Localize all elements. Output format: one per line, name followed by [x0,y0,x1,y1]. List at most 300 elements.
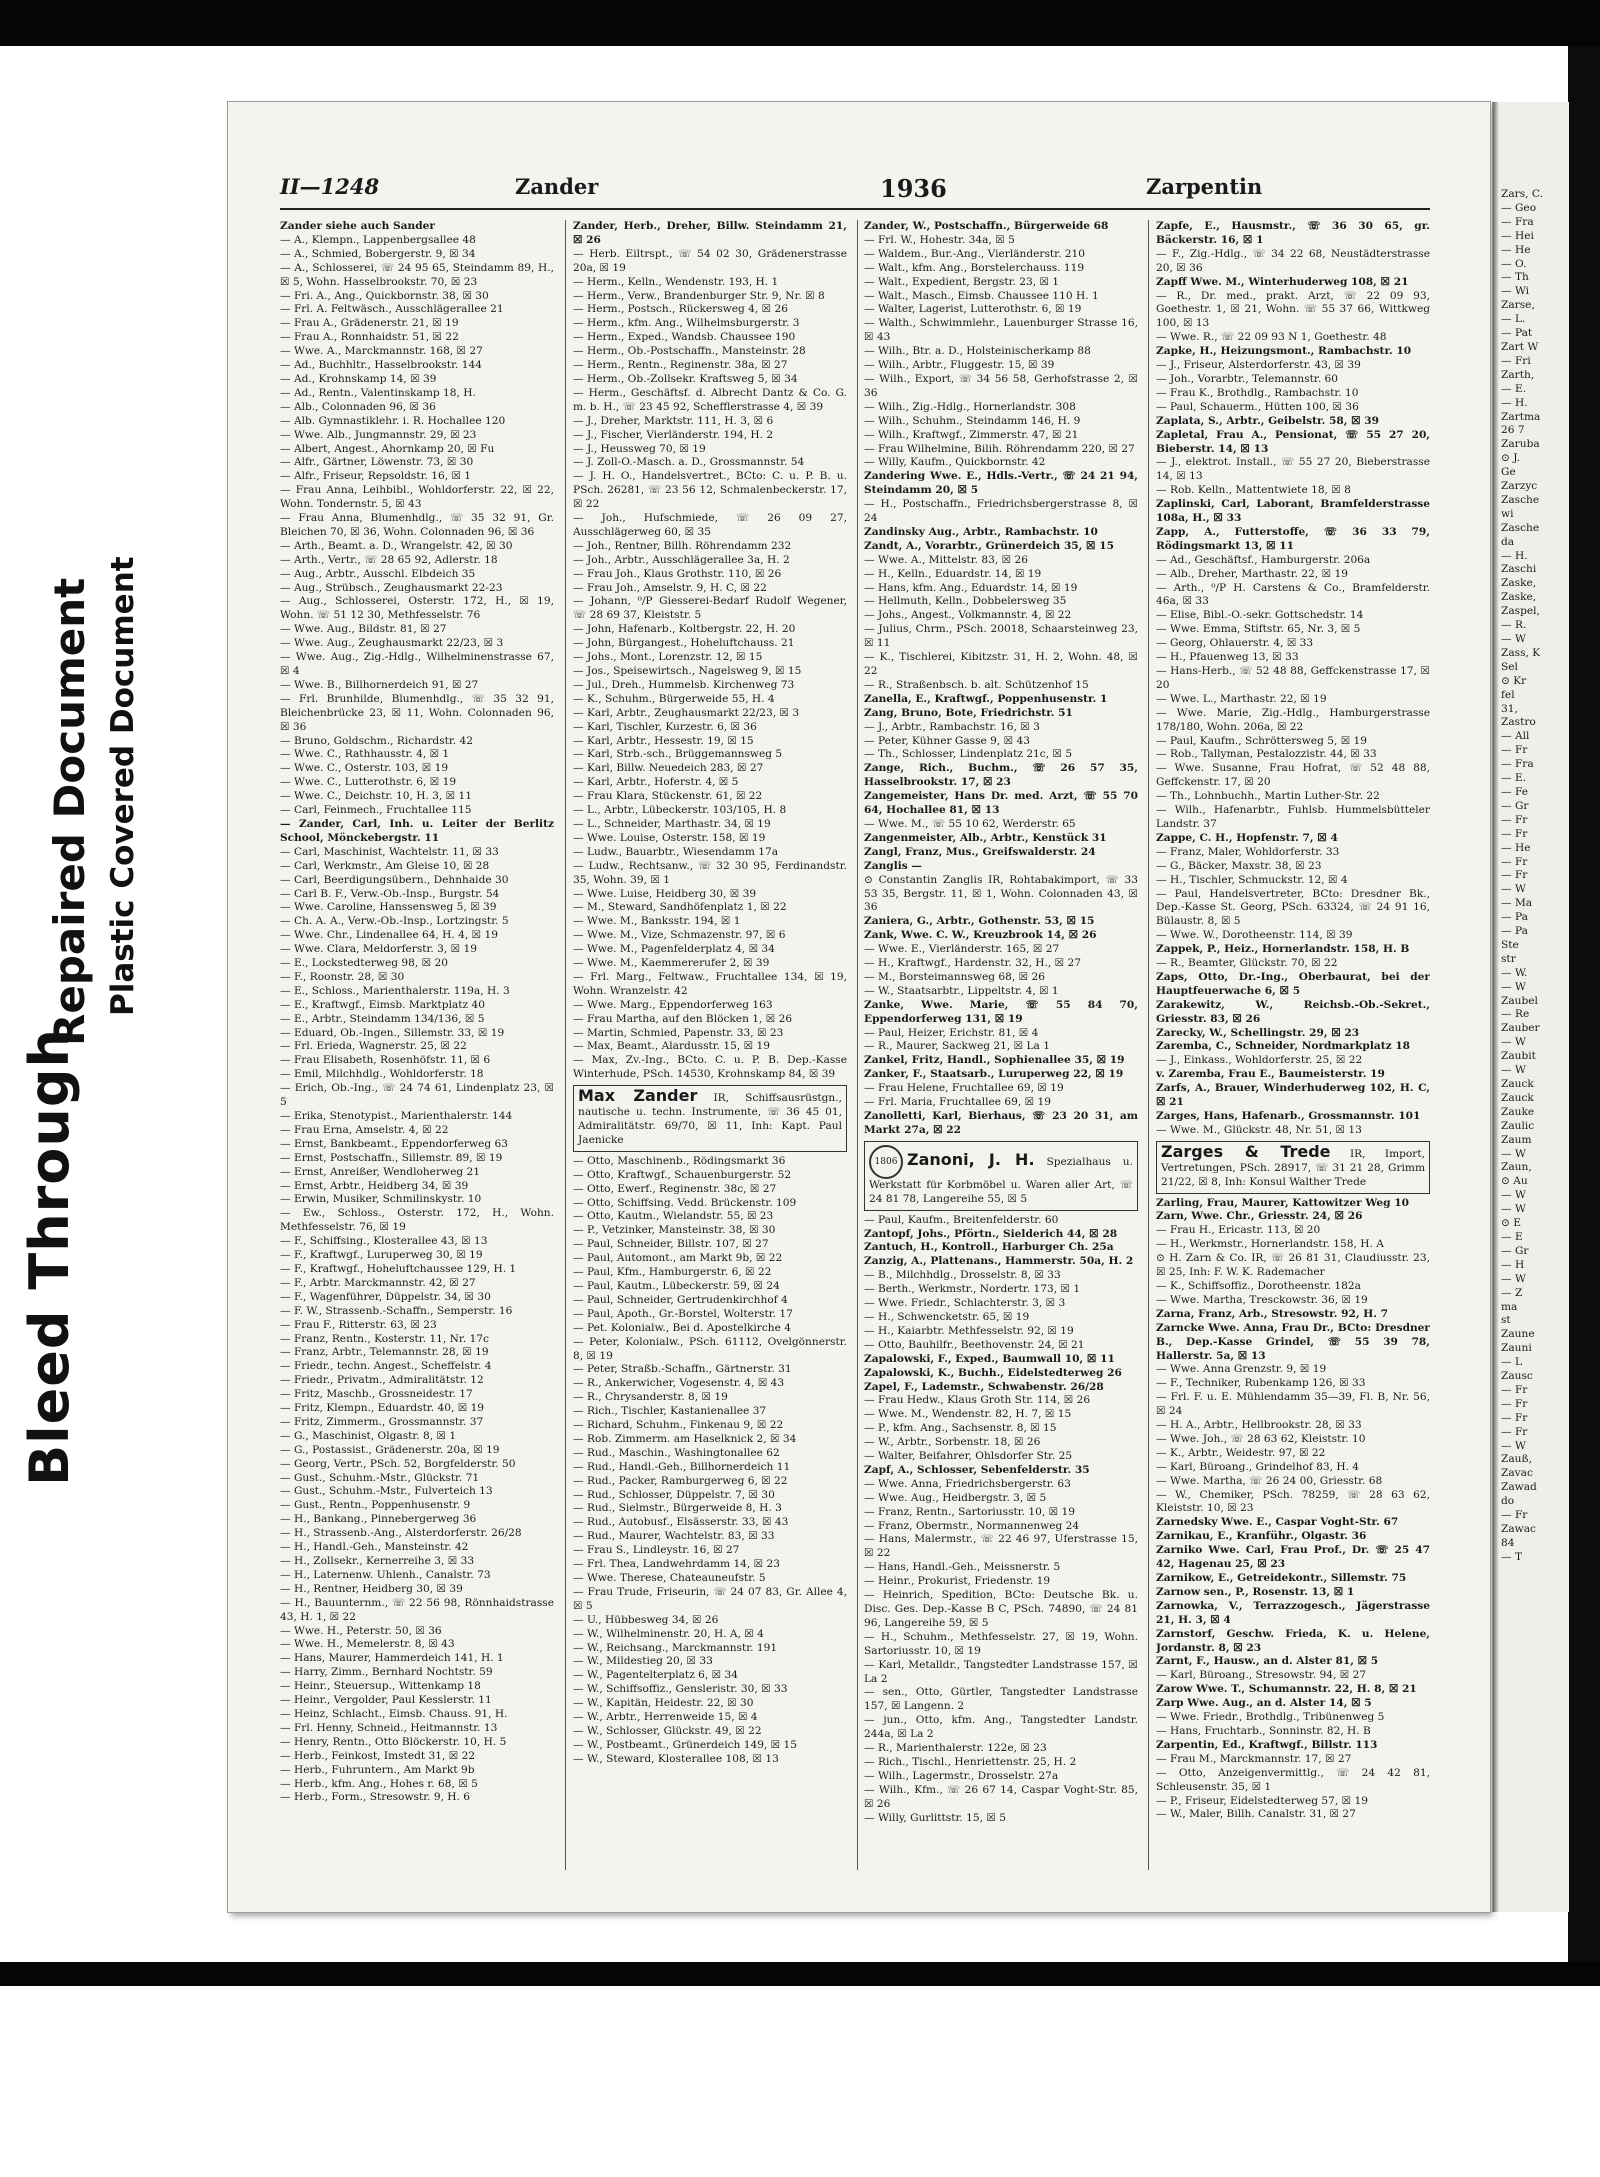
directory-entry: — W., Chemiker, PSch. 78259, ☏ 28 63 62, Kleiststr. 10, ☒ 23 [1156,1488,1430,1515]
directory-heading-entry: Zandt, A., Vorarbtr., Grünerdeich 35, ☒ 15 [864,539,1114,552]
directory-entry: — Jos., Speisewirtsch., Nagelsweg 9, ☒ 15 [573,665,802,677]
directory-entry: — Th., Schlosser, Lindenplatz 21c, ☒ 5 [864,748,1073,761]
neighbor-entry-fragment: Ge [1501,466,1516,479]
directory-entry: — Alfr., Friseur, Repsoldstr. 16, ☒ 1 [280,470,472,483]
directory-entry: — Frau Anna, Leihbibl., Wohldorferstr. 22, ☒ 22, Wohn. Tondernstr. 5, ☒ 43 [280,484,554,511]
neighbor-entry-fragment: — W [1501,1036,1526,1049]
neighbor-entry-fragment: Zaun, [1501,1161,1532,1174]
directory-entry: ⊙ H. Zarn & Co. IR, ☏ 26 81 31, Claudiusstr. 23, ☒ 25, Inh: F. W. K. Rademacher [1156,1252,1430,1279]
directory-entry: — Richard, Schuhm., Finkenau 9, ☒ 22 [573,1419,784,1432]
directory-entry: — J., Heussweg 70, ☒ 19 [573,442,706,455]
advertisement-title: Max Zander [578,1086,698,1106]
directory-entry: — H., Werkmstr., Hornerlandstr. 158, H. A [1156,1238,1384,1251]
neighbor-entry-fragment: — W [1501,633,1526,645]
directory-entry: — J., Arbtr., Rambachstr. 16, ☒ 3 [864,720,1040,733]
neighbor-entry-fragment: — Gr [1501,799,1529,812]
neighbor-entry-fragment: — Fe [1501,785,1529,798]
directory-entry: — H., Kraftwgf., Hardenstr. 32, H., ☒ 27 [864,957,1081,970]
neighbor-entry-fragment: Zastro [1501,716,1536,729]
directory-heading-entry: Zangenmeister, Alb., Arbtr., Kenstück 31 [864,831,1107,844]
directory-heading-entry: Zapalowski, F., Exped., Baumwall 10, ☒ 11 [864,1352,1115,1365]
neighbor-entry-fragment: Zars, C. [1501,188,1544,200]
directory-entry: — P., kfm. Ang., Sachsenstr. 8, ☒ 15 [864,1422,1057,1435]
directory-heading-entry: Zarnedsky Wwe. E., Caspar Voght-Str. 67 [1156,1516,1399,1529]
neighbor-entry-fragment: — Hei [1501,229,1534,242]
directory-entry: — Ad., Buchhltr., Hasselbrookstr. 144 [280,359,482,372]
directory-entry: — Wilh., Kraftwgf., Zimmerstr. 47, ☒ 21 [864,428,1079,441]
directory-heading-entry: Zapke, H., Heizungsmont., Rambachstr. 10 [1156,345,1412,358]
directory-heading-entry: Zander, Herb., Dreher, Billw. Steindamm 21, ☒ 26 [573,220,847,246]
directory-entry: — Wwe. Louise, Osterstr. 158, ☒ 19 [573,831,766,844]
directory-entry: — Wwe. Friedr., Schlachterstr. 3, ☒ 3 [864,1297,1066,1310]
directory-entry: — Wwe. C., Rathhausstr. 4, ☒ 1 [280,748,450,761]
neighbor-entry-fragment: — Fra [1501,758,1534,771]
neighbor-entry-fragment: — Fr [1501,744,1528,757]
directory-entry: — Rob. Kelln., Mattentwiete 18, ☒ 8 [1156,484,1351,497]
directory-entry: — Frl. A. Feltwäsch., Ausschlägerallee 21 [280,303,504,316]
directory-entry: — Carl, Maschinist, Wachtelstr. 11, ☒ 33 [280,845,499,858]
directory-entry: — Walt., Masch., Eimsb. Chaussee 110 H. 1 [864,289,1099,302]
directory-entry: — H., Zollsekr., Kernerreihe 3, ☒ 33 [280,1555,475,1567]
directory-heading-entry: Zandering Wwe. E., Hdls.-Vertr., ☏ 24 21 94, Steindamm 20, ☒ 5 [864,470,1138,497]
directory-entry: — R., Beamter, Glückstr. 70, ☒ 22 [1156,957,1338,970]
directory-entry: — Ad., Rentn., Valentinskamp 18, H. [280,386,476,399]
directory-entry: — Otto, Kraftwgf., Schauenburgerstr. 52 [573,1168,792,1181]
directory-entry: — A., Schlosserei, ☏ 24 95 65, Steindamm 89, H., ☒ 5, Wohn. Hasselbrookstr. 70, ☒ 23 [280,261,554,288]
directory-entry: — John, Bürgangest., Hoheluftchauss. 21 [573,637,795,650]
directory-entry: — Georg, Ohlauerstr. 4, ☒ 33 [1156,637,1314,650]
neighbor-entry-fragment: Zaspel, [1501,605,1540,618]
directory-entry: — Erich, Ob.-Ing., ☏ 24 74 61, Lindenplatz 23, ☒ 5 [280,1082,554,1109]
directory-entry: — F. W., Strassenb.-Schaffn., Semperstr. 16 [280,1304,513,1317]
directory-entry: — Otto, Ewerf., Reginenstr. 38c, ☒ 27 [573,1182,777,1195]
directory-entry: — Wwe. M., Wendenstr. 82, H. 7, ☒ 15 [864,1408,1072,1421]
neighbor-entry-fragment: — Re [1501,1008,1530,1021]
directory-entry: — H., Kaiarbtr. Methfesselstr. 92, ☒ 19 [864,1324,1074,1337]
neighbor-entry-fragment: Zauke [1501,1105,1535,1118]
directory-entry: — Frau S., Lindleystr. 16, ☒ 27 [573,1544,740,1557]
directory-entry: — Willy, Gurlittstr. 15, ☒ 5 [864,1811,1006,1824]
directory-entry: — W., Schlosser, Glückstr. 49, ☒ 22 [573,1724,762,1737]
directory-entry: — H., Kelln., Eduardstr. 14, ☒ 19 [864,567,1042,580]
neighbor-entry-fragment: Zarse, [1501,299,1535,312]
neighbor-entry-fragment: Zauck [1501,1078,1534,1090]
neighbor-entry-fragment: Zausc [1501,1370,1533,1383]
neighbor-entry-fragment: — W [1501,1203,1526,1216]
zanoni-advertisement [864,1141,1138,1211]
directory-entry: — Paul, Automont., am Markt 9b, ☒ 22 [573,1252,783,1265]
directory-entry: — Frl. Brunhilde, Blumenhdlg., ☏ 35 32 91, Bleichenbrücke 23, ☒ 11, Wohn. Colonnaden 96, ☒ 36 [280,692,554,733]
directory-entry: — A., Klempn., Lappenbergsallee 48 [280,233,476,246]
directory-heading-entry: — Zander, Carl, Inh. u. Leiter der Berlitz School, Mönckebergstr. 11 [280,817,554,844]
directory-entry: — Wwe. C., Deichstr. 10, H. 3, ☒ 11 [280,790,472,803]
directory-entry: — J., Fischer, Vierländerstr. 194, H. 2 [573,428,774,441]
directory-entry: — Johs., Mont., Lorenzstr. 12, ☒ 15 [573,651,763,664]
directory-entry: — K., Arbtr., Weidestr. 97, ☒ 22 [1156,1446,1326,1459]
neighbor-entry-fragment: Zartma [1501,410,1541,423]
directory-entry: — Herm., kfm. Ang., Wilhelmsburgerstr. 3 [573,317,800,330]
directory-entry: — Rob., Tallyman, Pestalozzistr. 44, ☒ 33 [1156,748,1377,761]
directory-entry: — F., Arbtr. Marckmannstr. 42, ☒ 27 [280,1276,476,1289]
directory-entry: — Wwe. M., Pagenfelderplatz 4, ☒ 34 [573,943,775,956]
page-header [280,174,1430,208]
directory-entry: — Hans, Handl.-Geh., Meissnerstr. 5 [864,1561,1061,1574]
directory-entry: — Wwe. W., Dorotheenstr. 114, ☒ 39 [1156,929,1353,942]
directory-entry: — Frau F., Ritterstr. 63, ☒ 23 [280,1318,437,1331]
neighbor-entry-fragment: wi [1501,507,1514,520]
neighbor-entry-fragment: Zasche [1501,521,1540,534]
directory-entry: — Peter, Straßb.-Schaffn., Gärtnerstr. 31 [573,1363,792,1376]
directory-entry: — Rob. Zimmerm. am Haselknick 2, ☒ 34 [573,1432,797,1445]
directory-entry: — Carl B. F., Verw.-Ob.-Insp., Burgstr. 54 [280,887,500,900]
directory-entry: — Wwe. Chr., Lindenallee 64, H. 4, ☒ 19 [280,929,498,942]
directory-entry: — Alb., Dreher, Marthastr. 22, ☒ 19 [1156,567,1348,580]
neighbor-entry-fragment: da [1501,535,1515,548]
directory-entry: — Herm., Rentn., Reginenstr. 38a, ☒ 27 [573,359,788,372]
neighbor-entry-fragment: 84 [1501,1536,1515,1549]
neighbor-entry-fragment: — Fr [1501,1411,1528,1424]
directory-entry: — Rud., Sielmstr., Bürgerweide 8, H. 3 [573,1502,782,1515]
directory-heading-entry: Zapalowski, K., Buchh., Eidelstedterweg 26 [864,1366,1122,1379]
directory-entry: — Paul, Apoth., Gr.-Borstel, Wolterstr. 17 [573,1307,793,1320]
directory-entry: — M., Borsteimannsweg 68, ☒ 26 [864,970,1045,983]
directory-entry: — J. Zoll-O.-Masch. a. D., Grossmannstr. 54 [573,456,805,469]
directory-entry: — Wwe. Aug., Zeughausmarkt 22/23, ☒ 3 [280,637,504,650]
directory-entry: — Frl. Thea, Landwehrdamm 14, ☒ 23 [573,1558,781,1571]
directory-entry: — H., Schwencketstr. 65, ☒ 19 [864,1310,1030,1323]
directory-heading-entry: Zarnt, F., Hausw., an d. Alster 81, ☒ 5 [1156,1655,1379,1668]
neighbor-entry-fragment: — Fr [1501,1425,1528,1438]
directory-entry: — Hans, Fruchtarb., Sonninstr. 82, H. B [1156,1724,1371,1737]
directory-entry: — Rud., Schlosser, Düppelstr. 7, ☒ 30 [573,1488,775,1501]
directory-entry: — Karl, Arbtr., Hessestr. 19, ☒ 15 [573,734,754,747]
neighbor-entry-fragment: fel [1501,688,1515,701]
directory-heading-entry: Zarn, Wwe. Chr., Griesstr. 24, ☒ 26 [1156,1210,1363,1223]
directory-entry: — P., Friseur, Eidelstedterweg 57, ☒ 19 [1156,1794,1368,1807]
directory-entry: — Johann, ⁰/P Giesserei-Bedarf Rudolf Wegener, ☏ 28 69 37, Kleiststr. 5 [573,595,847,622]
neighbor-entry-fragment: — W [1501,1272,1526,1285]
directory-entry: — Wwe. Aug., Heidbergstr. 3, ☒ 5 [864,1491,1047,1504]
directory-entry: — Franz, Obermstr., Normannenweg 24 [864,1519,1080,1532]
directory-entry: — Wwe. Martha, Tresckowstr. 36, ☒ 19 [1156,1293,1368,1306]
neighbor-entry-fragment: — Z [1501,1286,1523,1299]
neighbor-entry-fragment: — Geo [1501,201,1537,214]
directory-entry: — Pet. Kolonialw., Bei d. Apostelkirche 4 [573,1321,791,1334]
directory-entry: — Karl, Strb.-sch., Brüggemannsweg 5 [573,748,783,761]
directory-entry: — W., Pagentelterplatz 6, ☒ 34 [573,1669,738,1682]
directory-entry: — Arth., Beamt. a. D., Wrangelstr. 42, ☒ 30 [280,539,513,552]
directory-entry: — Wwe. M., Kaemmererufer 2, ☒ 39 [573,957,770,970]
directory-entry: — Aug., Schlosserei, Osterstr. 172, H., ☒ 19, Wohn. ☏ 51 12 30, Methfesselstr. 76 [280,595,554,622]
directory-entry: — Wwe. Aug., Bildstr. 81, ☒ 27 [280,623,447,636]
header-rule [280,208,1430,210]
neighbor-entry-fragment: — Fra [1501,215,1534,228]
directory-entry: — Jul., Dreh., Hummelsb. Kirchenweg 73 [573,678,795,691]
neighbor-entry-fragment: — Ma [1501,897,1533,910]
neighbor-entry-fragment: st [1501,1314,1511,1327]
directory-entry: — B., Milchhdlg., Drosselstr. 8, ☒ 33 [864,1269,1061,1282]
column-divider [857,220,858,1870]
directory-entry: — Ernst, Bankbeamt., Eppendorferweg 63 [280,1137,508,1150]
directory-entry: — Heinrich, Spedition, BCto: Deutsche Bk. u. Disc. Ges. Dep.-Kasse B C, PSch. 74890, ☏ 24 81 96, Langereihe 59, ☒ 5 [864,1589,1138,1629]
directory-entry: — Heinr., Steuersup., Wittenkamp 18 [280,1680,481,1693]
top-black-band [0,0,1600,46]
neighbor-entry-fragment: str [1501,952,1516,965]
directory-entry: — Hans, kfm. Ang., Eduardstr. 14, ☒ 19 [864,581,1078,594]
directory-entry: — Max, Beamt., Alardusstr. 15, ☒ 19 [573,1040,770,1053]
neighbor-entry-fragment: — He [1501,841,1531,854]
neighbor-page-edge [1492,102,1569,1912]
neighbor-entry-fragment: Zauck [1501,1091,1534,1104]
directory-entry: — Emil, Milchhdlg., Wohldorferstr. 18 [280,1068,484,1081]
directory-heading-entry: Zarling, Frau, Maurer, Kattowitzer Weg 10 [1156,1196,1409,1209]
directory-heading-entry: Zarges, Hans, Hafenarb., Grossmannstr. 101 [1156,1110,1421,1122]
directory-entry: — Herm., Geschäftsf. d. Albrecht Dantz & Co. G. m. b. H., ☏ 23 45 92, Schefflerstrasse 4, ☒ 39 [573,386,847,413]
directory-entry: — Frl. Henny, Schneid., Heitmannstr. 13 [280,1721,498,1734]
directory-entry: — H., Pfauenweg 13, ☒ 33 [1156,651,1299,664]
directory-entry: — Herb., Form., Stresowstr. 9, H. 6 [280,1791,471,1804]
directory-entry: — H., Rentner, Heidberg 30, ☒ 39 [280,1582,463,1595]
directory-entry: — Wwe. R., ☏ 22 09 93 N 1, Goethestr. 48 [1156,331,1387,344]
directory-entry: — Ad., Geschäftsf., Hamburgerstr. 206a [1156,553,1371,566]
directory-entry: — Otto, Bauhilfr., Beethovenstr. 24, ☒ 21 [864,1338,1085,1351]
directory-entry: — Carl, Feinmech., Fruchtallee 115 [280,804,472,817]
directory-entry: — F., Wagenführer, Düppelstr. 34, ☒ 30 [280,1290,491,1303]
directory-entry: — Karl, Billw. Neuedeich 283, ☒ 27 [573,762,764,775]
directory-column-4 [1156,220,1430,1880]
directory-entry: — sen., Otto, Gürtler, Tangstedter Landstrasse 157, ☒ Langenn. 2 [864,1686,1138,1713]
directory-entry: — Hans, Malermstr., ☏ 22 46 97, Uferstrasse 15, ☒ 22 [864,1533,1138,1560]
neighbor-entry-fragment: Zawac [1501,1523,1536,1535]
neighbor-entry-fragment: do [1501,1495,1515,1508]
neighbor-entry-fragment: Zart W [1501,340,1539,353]
directory-heading-entry: Zantopf, Johs., Pförtn., Sielderich 44, ☒ 28 [864,1227,1118,1240]
neighbor-entry-fragment: — Fr [1501,1397,1528,1410]
neighbor-entry-fragment: Zauni [1501,1342,1532,1355]
directory-entry: — Ad., Krohnskamp 14, ☒ 39 [280,372,437,385]
directory-heading-entry: Zappek, P., Heiz., Hornerlandstr. 158, H. B [1156,943,1410,956]
document-condition-labels [0,46,225,1962]
directory-entry: — Wwe. Clara, Meldorferstr. 3, ☒ 19 [280,943,477,956]
directory-entry: — Frau Wilhelmine, Bilih. Röhrendamm 220, ☒ 27 [864,442,1135,455]
directory-entry: — Rich., Tischler, Kastanienallee 37 [573,1405,767,1418]
directory-entry: — Paul, Schneider, Gertrudenkirchhof 4 [573,1293,788,1306]
directory-entry: — Rud., Autobusf., Elsässerstr. 33, ☒ 43 [573,1516,789,1529]
neighbor-entry-fragment: — Gr [1501,1244,1529,1257]
directory-entry: — H., Postschaffn., Friedrichsbergerstrasse 8, ☒ 24 [864,498,1138,525]
neighbor-entry-fragment: Zavac [1501,1467,1533,1480]
directory-entry: — Frl. Maria, Fruchtallee 69, ☒ 19 [864,1096,1051,1109]
directory-entry: — R., Chrysanderstr. 8, ☒ 19 [573,1391,728,1404]
directory-entry: — Wilh., Export, ☏ 34 56 58, Gerhofstrasse 2, ☒ 36 [864,372,1138,399]
directory-entry: — F., Schiffsing., Klosterallee 43, ☒ 13 [280,1235,488,1248]
advertisement-text: Spezialhaus u. Werkstatt für Korbmöbel u. Waren aller Art, ☏ 24 81 78, Langereihe 55, ☒ 5 [869,1155,1133,1205]
directory-entry: — Karl, Arbtr., Zeughausmarkt 22/23, ☒ 3 [573,706,800,719]
directory-entry: — Herm., Postsch., Rückersweg 4, ☒ 26 [573,303,788,316]
neighbor-entry-fragment: ⊙ Kr [1501,674,1527,687]
directory-heading-entry: Zaplinski, Carl, Laborant, Bramfelderstrasse 108a, H., ☒ 33 [1156,498,1430,525]
directory-entry: — Rich., Tischl., Henriettenstr. 25, H. 2 [864,1755,1077,1768]
directory-entry: — Ludw., Rechtsanw., ☏ 32 30 95, Ferdinandstr. 35, Wohn. 39, ☒ 1 [573,859,847,886]
repaired-document-label: Repaired Document [45,577,94,1046]
directory-entry: — Alb. Gymnastiklehr. i. R. Hochallee 120 [280,414,506,427]
neighbor-entry-fragment: — Wi [1501,285,1530,298]
directory-entry: — Alb., Colonnaden 96, ☒ 36 [280,400,436,413]
neighbor-entry-fragment: Zass, K [1501,646,1541,659]
neighbor-entry-fragment: — W [1501,1147,1526,1160]
neighbor-entry-fragment: Zaske, [1501,591,1537,604]
directory-entry: — J., Einkass., Wohldorferstr. 25, ☒ 22 [1156,1054,1363,1067]
neighbor-entry-fragment: — T [1501,1550,1523,1563]
directory-entry: — U., Hübbesweg 34, ☒ 26 [573,1613,719,1626]
directory-entry: — Frau K., Brothdlg., Rambachstr. 10 [1156,386,1359,399]
advertisement-title: Zanoni, J. H. [907,1149,1035,1169]
neighbor-entry-fragment: ⊙ J. [1501,452,1521,465]
directory-entry: — Frau M., Marckmannstr. 17, ☒ 27 [1156,1752,1352,1765]
bottom-black-band [0,1962,1600,1986]
directory-entry: — Frau Trude, Friseurin, ☏ 24 07 83, Gr. Allee 4, ☒ 5 [573,1585,847,1612]
advertisement-text: IR, Import, Vertretungen, PSch. 28917, ☏ 31 21 28, Grimm 21/22, ☒ 8, Inh: Konsul Walther Trede [1161,1147,1425,1188]
directory-entry: — Rud., Maurer, Wachtelstr. 83, ☒ 33 [573,1530,775,1543]
neighbor-entry-fragment: — Pa [1501,911,1528,924]
neighbor-entry-fragment: — Fr [1501,1383,1528,1396]
directory-heading-entry: Zapff Wwe. M., Winterhuderweg 108, ☒ 21 [1156,275,1409,288]
directory-entry: — H., Strassenb.-Ang., Alsterdorferstr. 26/28 [280,1527,522,1540]
directory-entry: — Herb. Eiltrspt., ☏ 54 02 30, Grädenerstrasse 20a, ☒ 19 [573,247,847,274]
directory-entry: — K., Tischlerei, Kibitzstr. 31, H. 2, Wohn. 48, ☒ 22 [864,651,1138,677]
directory-entry: — Frl. F. u. E. Mühlendamm 35—39, Fl. B, Nr. 56, ☒ 24 [1156,1391,1430,1418]
directory-entry: — J., Friseur, Alsterdorferstr. 43, ☒ 39 [1156,359,1361,372]
neighbor-entry-fragment: Zasche [1501,493,1540,506]
directory-entry: — Herm., Kelln., Wendenstr. 193, H. 1 [573,275,779,288]
neighbor-entry-fragment: — W [1501,883,1526,896]
directory-entry: — Frau Elisabeth, Rosenhöfstr. 11, ☒ 6 [280,1054,491,1067]
directory-entry: — Ludw., Bauarbtr., Wiesendamm 17a [573,845,779,858]
directory-entry: — F., Roonstr. 28, ☒ 30 [280,970,405,983]
directory-entry: — W., Maler, Billh. Canalstr. 31, ☒ 27 [1156,1808,1356,1821]
directory-entry: — R., Marienthalerstr. 122e, ☒ 23 [864,1742,1047,1755]
directory-entry: — John, Hafenarb., Koltbergstr. 22, H. 20 [573,623,796,636]
directory-entry: — Wilh., Arbtr., Fluggestr. 15, ☒ 39 [864,359,1055,372]
directory-entry: — Wwe. E., Vierländerstr. 165, ☒ 27 [864,943,1060,956]
directory-entry: — Wilh., Kfm., ☏ 26 67 14, Caspar Voght-Str. 85, ☒ 26 [864,1783,1138,1810]
directory-entry: — Walt., Expedient, Bergstr. 23, ☒ 1 [864,275,1060,288]
directory-entry: — Wwe. C., Lutterothstr. 6, ☒ 19 [280,776,457,789]
directory-entry: — W., Staatsarbtr., Lippeltstr. 4, ☒ 1 [864,984,1059,997]
directory-column-2 [573,220,847,1880]
directory-entry: — E., Arbtr., Steindamm 134/136, ☒ 5 [280,1012,485,1025]
neighbor-entry-fragment: Zaune [1501,1328,1535,1341]
directory-entry: — Paul, Schauerm., Hütten 100, ☒ 36 [1156,400,1359,413]
directory-heading-entry: Zarnow sen., P., Rosenstr. 13, ☒ 1 [1156,1585,1355,1598]
directory-entry: — Karl, Büroang., Stresowstr. 94, ☒ 27 [1156,1669,1367,1682]
directory-heading-entry: Zangl, Franz, Mus., Greifswalderstr. 24 [864,845,1096,858]
directory-heading-entry: Zapp, A., Futterstoffe, ☏ 36 33 79, Rödingsmarkt 13, ☒ 11 [1156,525,1430,552]
neighbor-entry-fragment: — Fr [1501,813,1528,826]
directory-heading-entry: Zanglis — [864,859,923,872]
neighbor-entry-fragment: — Pat [1501,327,1533,340]
directory-heading-entry: Zarow Wwe. T., Schumannstr. 22, H. 8, ☒ 21 [1156,1683,1417,1696]
directory-heading-entry: Zangemeister, Hans Dr. med. Arzt, ☏ 55 70 64, Hochallee 81, ☒ 13 [864,790,1138,817]
neighbor-entry-fragment: — Fr [1501,1509,1528,1522]
directory-entry: — Frau Joh., Klaus Grothstr. 110, ☒ 26 [573,567,782,580]
neighbor-entry-fragment: — Fri [1501,354,1531,367]
neighbor-entry-fragment: — H. [1501,396,1528,409]
neighbor-entry-fragment: Zaruba [1501,438,1540,451]
directory-entry: — Frau Erna, Amselstr. 4, ☒ 22 [280,1123,449,1136]
neighbor-entry-fragment: Zarth, [1501,368,1535,381]
directory-entry: — Joh., Vorarbtr., Telemannstr. 60 [1156,372,1339,385]
neighbor-entry-fragment: Zaum [1501,1133,1532,1146]
neighbor-entry-fragment: Zawad [1501,1481,1537,1494]
neighbor-entry-fragment: — W [1501,1189,1526,1202]
directory-entry: — H., Laternenw. Uhlenh., Canalstr. 73 [280,1568,491,1581]
directory-entry: — E., Lockstedterweg 98, ☒ 20 [280,957,448,970]
directory-entry: — R., Straßenbsch. b. alt. Schützenhof 15 [864,678,1089,691]
neighbor-entry-fragment: — O. [1501,257,1527,270]
directory-heading-entry: Zarnowka, V., Terrazzogesch., Jägerstrasse 21, H. 3, ☒ 4 [1156,1599,1430,1626]
directory-entry: — H., Tischler, Schmuckstr. 12, ☒ 4 [1156,873,1348,886]
directory-entry: — Wwe. M., Vize, Schmazenstr. 97, ☒ 6 [573,929,786,942]
directory-entry: — Otto, Schiffsing. Vedd. Brückenstr. 109 [573,1196,797,1209]
directory-entry: — Ew., Schloss., Osterstr. 172, H., Wohn. Methfesselstr. 76, ☒ 19 [280,1207,554,1234]
directory-entry: — Frau H., Ericastr. 113, ☒ 20 [1156,1224,1321,1237]
plastic-covered-label: Plastic Covered Document [105,556,141,1016]
directory-entry: — Walter, Lagerist, Lutterothstr. 6, ☒ 19 [864,303,1082,316]
directory-entry: — Heinr., Vergolder, Paul Kesslerstr. 11 [280,1694,492,1707]
directory-entry: — W., Arbtr., Herrenweide 15, ☒ 4 [573,1711,758,1724]
directory-entry: — E., Schloss., Marienthalerstr. 119a, H. 3 [280,984,510,997]
directory-entry: — Gust., Schuhm.-Mstr., Glückstr. 71 [280,1471,480,1484]
directory-entry: — Karl, Büroang., Grindelhof 83, H. 4 [1156,1460,1360,1473]
directory-heading-entry: Zange, Rich., Buchm., ☏ 26 57 35, Hasselbrookstr. 17, ☒ 23 [864,762,1138,789]
directory-entry: — Ernst, Anreißer, Wendloherweg 21 [280,1165,480,1178]
directory-entry: — Herm., Exped., Wandsb. Chaussee 190 [573,331,796,344]
directory-entry: — Wilh., Zig.-Hdlg., Hornerlandstr. 308 [864,400,1076,413]
directory-entry: — A., Schmied, Bobergerstr. 9, ☒ 34 [280,247,476,260]
directory-entry: — Frl. Marg., Feltwaw., Fruchtallee 134, ☒ 19, Wohn. Wranzelstr. 42 [573,970,847,997]
directory-entry: — Erwin, Musiker, Schmilinskystr. 10 [280,1193,482,1206]
directory-entry: — Wwe. M., ☏ 55 10 62, Werderstr. 65 [864,817,1076,830]
directory-entry: — Berth., Werkmstr., Nordertr. 173, ☒ 1 [864,1283,1081,1296]
directory-heading-entry: Zaniera, G., Arbtr., Gothenstr. 53, ☒ 15 [864,915,1095,928]
directory-heading-entry: Zarnikow, E., Getreidekontr., Sillemstr. 75 [1156,1572,1407,1584]
directory-entry: — W., Mildestieg 20, ☒ 33 [573,1655,713,1668]
neighbor-page-column [1501,188,1567,1848]
directory-entry: — Wwe. C., Osterstr. 103, ☒ 19 [280,762,449,775]
directory-entry: — Wwe. Joh., ☏ 28 63 62, Kleiststr. 10 [1156,1432,1366,1445]
neighbor-entry-fragment: Zauß, [1501,1453,1532,1466]
page-fold-shadow [1493,102,1499,1912]
directory-entry: — Ernst, Arbtr., Heidberg 34, ☒ 39 [280,1179,469,1192]
directory-heading-entry: Zang, Bruno, Bote, Friedrichstr. 51 [864,706,1073,719]
directory-entry: — L., Schneider, Marthastr. 34, ☒ 19 [573,817,771,830]
header-first-name: Zander [515,174,599,199]
directory-entry: — Paul, Schneider, Billstr. 107, ☒ 27 [573,1238,769,1251]
directory-entry: — Arth., Vertr., ☏ 28 65 92, Adlerstr. 18 [280,553,498,566]
directory-heading-entry: Zarna, Franz, Arb., Stresowstr. 92, H. 7 [1156,1307,1389,1320]
directory-entry: — Ch. A. A., Verw.-Ob.-Insp., Lortzingstr. 5 [280,915,509,928]
directory-entry: — Peter, Kühner Gasse 9, ☒ 43 [864,734,1031,747]
directory-entry: — Frau Helene, Fruchtallee 69, ☒ 19 [864,1082,1064,1095]
directory-entry: — Wwe. M., Glückstr. 48, Nr. 51, ☒ 13 [1156,1123,1362,1136]
neighbor-entry-fragment: ⊙ Au [1501,1175,1528,1188]
directory-entry: — Rud., Handl.-Geh., Billhornerdeich 11 [573,1460,791,1473]
directory-entry: — Carl, Werkmstr., Am Gleise 10, ☒ 28 [280,859,490,872]
column-divider [1148,220,1149,1870]
neighbor-entry-fragment: — W. [1501,966,1528,979]
directory-heading-entry: Zaps, Otto, Dr.-Ing., Oberbaurat, bei der Hauptfeuerwache 6, ☒ 5 [1156,970,1430,997]
